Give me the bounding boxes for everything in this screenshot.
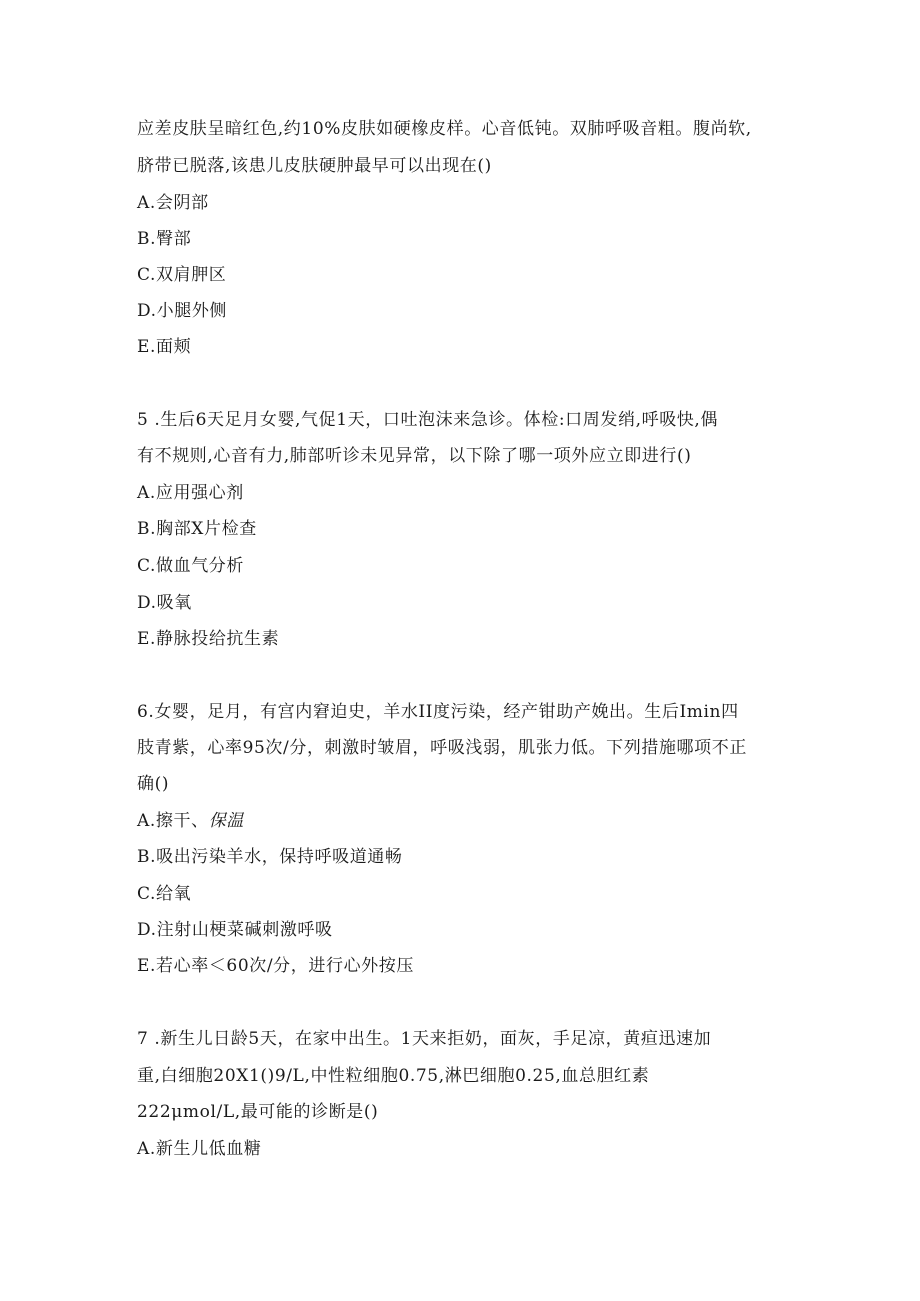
q6-option-c: C.给氧 — [137, 884, 192, 904]
q6-option-e: E.若心率＜60次/分，进行心外按压 — [137, 956, 414, 976]
q5-option-d: D.吸氧 — [137, 593, 192, 613]
q4-option-a: A.会阴部 — [137, 193, 209, 213]
q6-stem-line-2: 肢青紫，心率95次/分，刺激时皱眉，呼吸浅弱，肌张力低。下列措施哪项不正 — [137, 738, 747, 758]
q4-stem-line-1: 应差皮肤呈暗红色,约10%皮肤如硬橡皮样。心音低钝。双肺呼吸音粗。腹尚软, — [137, 119, 752, 139]
q5-option-e: E.静脉投给抗生素 — [137, 629, 280, 649]
q4-option-e: E.面颊 — [137, 337, 192, 357]
q6-stem-line-3: 确() — [137, 774, 170, 794]
q5-stem-line-2: 有不规则,心音有力,肺部听诊未见异常，以下除了哪一项外应立即进行() — [137, 446, 692, 466]
q5-option-b: B.胸部X片检查 — [137, 519, 257, 539]
q7-stem-line-2: 重,白细胞20X1()9/L,中性粒细胞0.75,淋巴细胞0.25,血总胆红素 — [137, 1066, 650, 1086]
q7-stem-line-3: 222μmol/L,最可能的诊断是() — [137, 1102, 379, 1122]
q6-option-a-prefix: A.擦干、 — [137, 811, 209, 831]
q4-option-d: D.小腿外侧 — [137, 301, 228, 321]
q6-option-d: D.注射山梗菜碱刺激呼吸 — [137, 920, 333, 940]
q6-option-a — [137, 809, 244, 833]
q6-option-a-italic: 保温 — [208, 811, 244, 831]
q4-stem-line-2: 脐带已脱落,该患儿皮肤硬肿最早可以出现在() — [137, 156, 492, 176]
q4-option-b: B.臀部 — [137, 229, 192, 249]
q5-stem-line-1: 5 .生后6天足月女婴,气促1天，口吐泡沫来急诊。体检:口周发绡,呼吸快,偶 — [137, 410, 718, 430]
q5-option-c: C.做血气分析 — [137, 556, 245, 576]
q6-stem-line-1: 6.女婴，足月，有宫内窘迫史，羊水II度污染，经产钳助产娩出。生后Imin四 — [137, 702, 739, 722]
q5-option-a: A.应用强心剂 — [137, 483, 244, 503]
q4-option-c: C.双肩胛区 — [137, 265, 227, 285]
q7-option-a: A.新生儿低血糖 — [137, 1139, 262, 1159]
q6-option-b: B.吸出污染羊水，保持呼吸道通畅 — [137, 847, 403, 867]
q7-stem-line-1: 7 .新生儿日龄5天，在家中出生。1天来拒奶，面灰，手足凉，黄疸迅速加 — [137, 1029, 712, 1049]
